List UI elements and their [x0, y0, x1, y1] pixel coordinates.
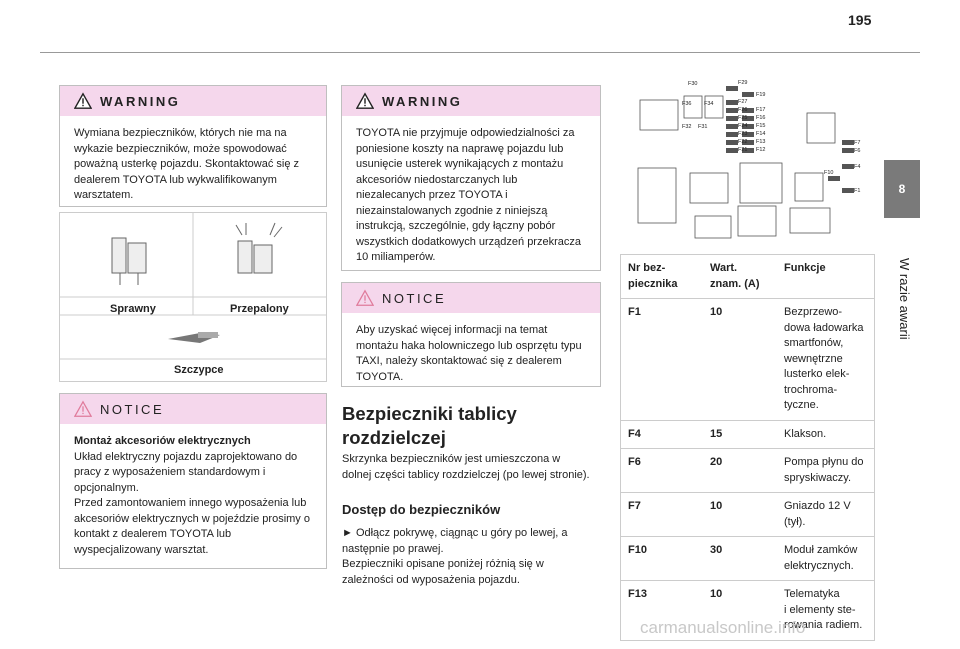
diagram-fuse-label: F19 — [756, 92, 766, 98]
diagram-fuse-label: F6 — [854, 148, 861, 154]
rating-cell: 10 — [703, 299, 777, 421]
fuse-number-cell: F6 — [621, 449, 704, 493]
table-header-row — [621, 255, 875, 299]
function-cell: Pompa płynu do spryskiwaczy. — [777, 449, 875, 493]
watermark: carmanualsonline.info — [640, 618, 806, 637]
diagram-fuse-label: F1 — [854, 188, 861, 194]
notice-box-1 — [59, 393, 327, 569]
diagram-fuse-label: F16 — [756, 115, 766, 121]
notice-heading: Montaż akcesoriów elektrycznych — [74, 435, 251, 447]
table-row — [621, 299, 875, 421]
table-row — [621, 537, 875, 581]
warning-triangle-icon — [74, 92, 92, 110]
diagram-fuse-label: F24 — [738, 123, 748, 129]
table-row — [621, 420, 875, 449]
notice-box-2 — [341, 282, 601, 387]
warning-title: WARNING — [382, 93, 463, 109]
col-header-rating: Wart. znam. (A) — [703, 255, 777, 299]
fuse-illustration-panel — [59, 212, 327, 382]
fuse-number-cell: F4 — [621, 420, 704, 449]
diagram-fuse-label: F7 — [854, 140, 861, 146]
warning-triangle-icon — [356, 92, 374, 110]
col-header-fuse-number: Nr bez- piecznika — [621, 255, 704, 299]
col-header-function: Funkcje — [777, 255, 875, 299]
warning-text: Wymiana bezpieczników, których nie ma na wykazie bezpieczników, może spowodować poważną usterkę pojazdu. Skontaktować się z dealerem TOYOTA lub wykwalifikowanym warsztatem. — [74, 127, 300, 201]
pliers-icon — [168, 332, 220, 343]
rating-cell: 20 — [703, 449, 777, 493]
diagram-fuse-label: F29 — [738, 80, 748, 86]
diagram-fuse-label: F17 — [756, 107, 766, 113]
fuse-number-cell: F10 — [621, 537, 704, 581]
fuse-blown-label: Przepalony — [230, 303, 289, 315]
chapter-tab[interactable]: 8 — [884, 160, 920, 218]
fuse-ok-icon — [112, 238, 146, 285]
function-cell: Telematyka i elementy ste- rowania radiem. — [777, 581, 875, 641]
warning-box-1 — [59, 85, 327, 207]
diagram-fuse-label: F30 — [688, 81, 698, 87]
notice-title: NOTICE — [100, 401, 165, 417]
table-row — [621, 493, 875, 537]
pliers-label: Szczypce — [174, 364, 224, 376]
diagram-fuse-label: F10 — [824, 170, 834, 176]
section-intro: Skrzynka bezpieczników jest umieszczona w dolnej części tablicy rozdzielczej (po lewej stronie). — [342, 453, 590, 481]
rating-cell: 10 — [703, 581, 777, 641]
rating-cell: 30 — [703, 537, 777, 581]
fuse-ok-label: Sprawny — [110, 303, 156, 315]
diagram-fuse-label: F34 — [704, 101, 714, 107]
fuse-box-diagram — [620, 78, 875, 248]
page-number: 195 — [848, 12, 872, 28]
diagram-fuse-label: F15 — [756, 123, 766, 129]
notice-title: NOTICE — [382, 290, 447, 306]
diagram-fuse-label: F25 — [738, 115, 748, 121]
fuse-number-cell: F7 — [621, 493, 704, 537]
notice-text: Układ elektryczny pojazdu zaprojektowano do pracy z wyposażeniem standardowym i opcjonalnym. Przed zamontowaniem innego wyposażenia lub akcesoriów elektrycznych w pojeździe prosimy o kontakt z dealerem TOYOTA lub wyspecjalizowany warsztat. — [74, 450, 310, 556]
diagram-fuse-label: F27 — [738, 99, 748, 105]
access-heading: Dostęp do bezpieczników — [342, 502, 501, 517]
function-cell: Moduł zamków elektrycznych. — [777, 537, 875, 581]
table-row — [621, 449, 875, 493]
diagram-fuse-label: F36 — [682, 101, 692, 107]
diagram-fuse-label: F4 — [854, 164, 861, 170]
rating-cell: 10 — [703, 493, 777, 537]
diagram-fuse-label: F23 — [738, 131, 748, 137]
warning-text: TOYOTA nie przyjmuje odpowiedzialności za poniesione koszty na naprawę pojazdu lub usunięcie usterek wynikających z montażu akcesoriów niedostarczanych lub niezalecanych przez TOYOTA i niezainstalowanych zgodnie z niniejszą instrukcją, szczególnie, gdy łączny pobór wszystkich dodatkowych urządzeń przekracza 10 miliamperów. — [356, 127, 581, 263]
notice-text: Aby uzyskać więcej informacji na temat montażu haka holowniczego lub osprzętu typu TAXI, należy skontaktować się z dealerem TOYOTA. — [356, 324, 582, 383]
notice-triangle-icon — [356, 289, 374, 307]
diagram-fuse-label: F14 — [756, 131, 766, 137]
warning-box-2 — [341, 85, 601, 271]
diagram-fuse-label: F31 — [698, 124, 708, 130]
diagram-fuse-label: F21 — [738, 147, 748, 153]
warning-title: WARNING — [100, 93, 181, 109]
diagram-fuse-label: F32 — [682, 124, 692, 130]
fuse-number-cell: F1 — [621, 299, 704, 421]
diagram-fuse-label: F22 — [738, 139, 748, 145]
function-cell: Bezprzewo- dowa ładowarka smartfonów, wewnętrzne lusterko elek- trochroma- tyczne. — [777, 299, 875, 421]
notice-triangle-icon — [74, 400, 92, 418]
function-cell: Klakson. — [777, 420, 875, 449]
rating-cell: 15 — [703, 420, 777, 449]
fuse-number-cell: F13 — [621, 581, 704, 641]
fuse-table — [620, 254, 875, 641]
diagram-fuse-label: F12 — [756, 147, 766, 153]
fuse-illustrations — [60, 213, 326, 381]
top-divider — [40, 52, 920, 53]
access-text: ► Odłącz pokrywę, ciągnąc u góry po lewej, a następnie po prawej. Bezpieczniki opisane poniżej różnią się w zależności od wyposażenia pojazdu. — [342, 527, 568, 586]
diagram-fuse-label: F26 — [738, 107, 748, 113]
diagram-fuse-label: F13 — [756, 139, 766, 145]
chapter-label: W razie awarii — [897, 258, 912, 340]
function-cell: Gniazdo 12 V (tył). — [777, 493, 875, 537]
fuse-blown-icon — [236, 223, 282, 273]
section-title: Bezpieczniki tablicy rozdzielczej — [342, 403, 517, 448]
